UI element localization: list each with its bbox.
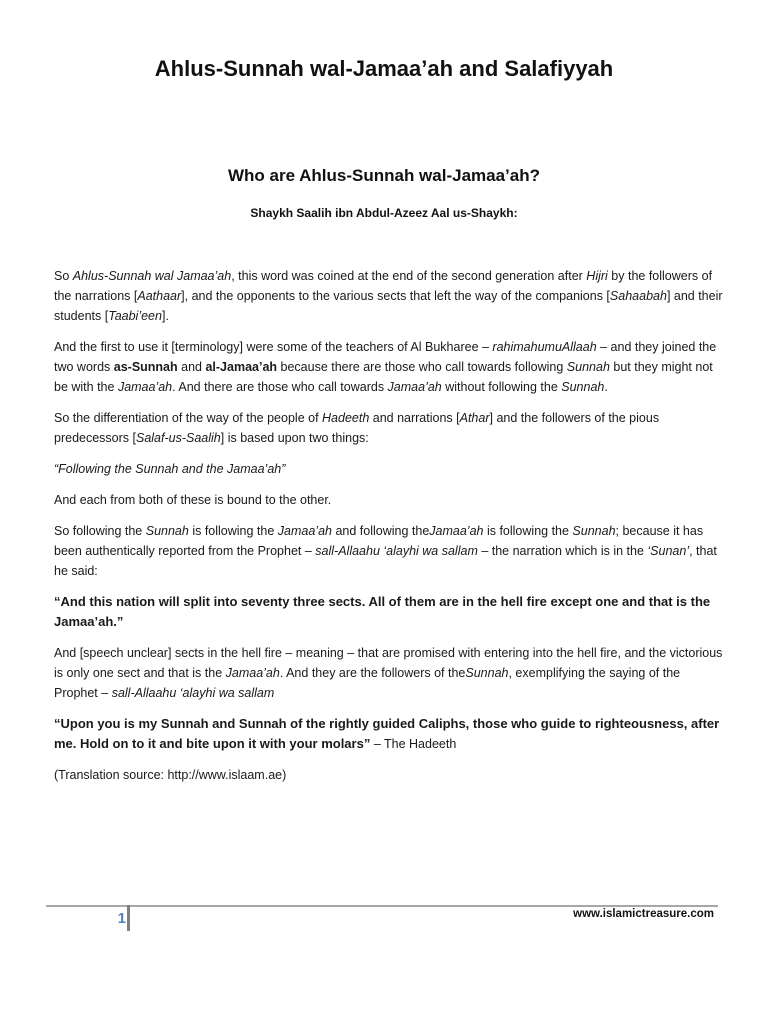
document-body [54,266,724,796]
hadeeth-quote-2: “Upon you is my Sunnah and Sunnah of the rightly guided Caliphs, those who guide to righteousness, after me. Hold on to it and bite upon it with your molars” – The Hadeeth [54,716,720,751]
section-heading: Who are Ahlus-Sunnah wal-Jamaa’ah? [227,166,541,185]
paragraph-6: So following the Sunnah is following the Jamaa’ah and following theJamaa’ah is following the Sunnah; because it has been authentically reported from the Prophet – sall-Allaahu ‘alayhi wa sallam – the narration which is in the ‘Sunan’, that he said: [54,524,717,578]
paragraph-3: So the differentiation of the way of the people of Hadeeth and narrations [Athar] and the followers of the pious predecessors [Salaf-us-Saalih] is based upon two things: [54,411,660,445]
footer-website: www.islamictreasure.com [573,908,714,920]
author-byline: Shaykh Saalih ibn Abdul-Azeez Aal us-Shaykh: [250,206,518,220]
footer-divider [46,905,718,907]
paragraph-5: And each from both of these is bound to the other. [54,493,332,507]
translation-source: (Translation source: http://www.islaam.ae) [54,768,287,782]
paragraph-1: So Ahlus-Sunnah wal Jamaa’ah, this word was coined at the end of the second generation after Hijri by the followers of the narrations [Aathaar], and the opponents to the various sects that left the way of the companions [Sahaabah] and their students [Taabi’een]. [54,269,723,323]
page-number: 1 [117,910,126,927]
document-title: Ahlus-Sunnah wal-Jamaa’ah and Salafiyyah [154,56,614,81]
paragraph-2: And the first to use it [terminology] were some of the teachers of Al Bukharee – rahimahumuAllaah – and they joined the two words as-Sunnah and al-Jamaa’ah because there are those who call towards following Sunnah but they might not be with the Jamaa’ah. And there are those who call towards Jamaa’ah without following the Sunnah. [54,340,717,394]
quoted-phrase: “Following the Sunnah and the Jamaa’ah” [54,462,286,476]
page-number-bar [127,905,130,931]
quote-attribution: – The Hadeeth [370,737,457,751]
paragraph-8: And [speech unclear] sects in the hell fire – meaning – that are promised with entering into the hell fire, and the victorious is only one sect and that is the Jamaa’ah. And they are the followers of theSunnah, exemplifying the saying of the Prophet – sall-Allaahu ‘alayhi wa sallam [54,646,723,700]
hadeeth-quote-1: “And this nation will split into seventy three sects. All of them are in the hell fire except one and that is the Jamaa’ah.” [54,594,711,629]
